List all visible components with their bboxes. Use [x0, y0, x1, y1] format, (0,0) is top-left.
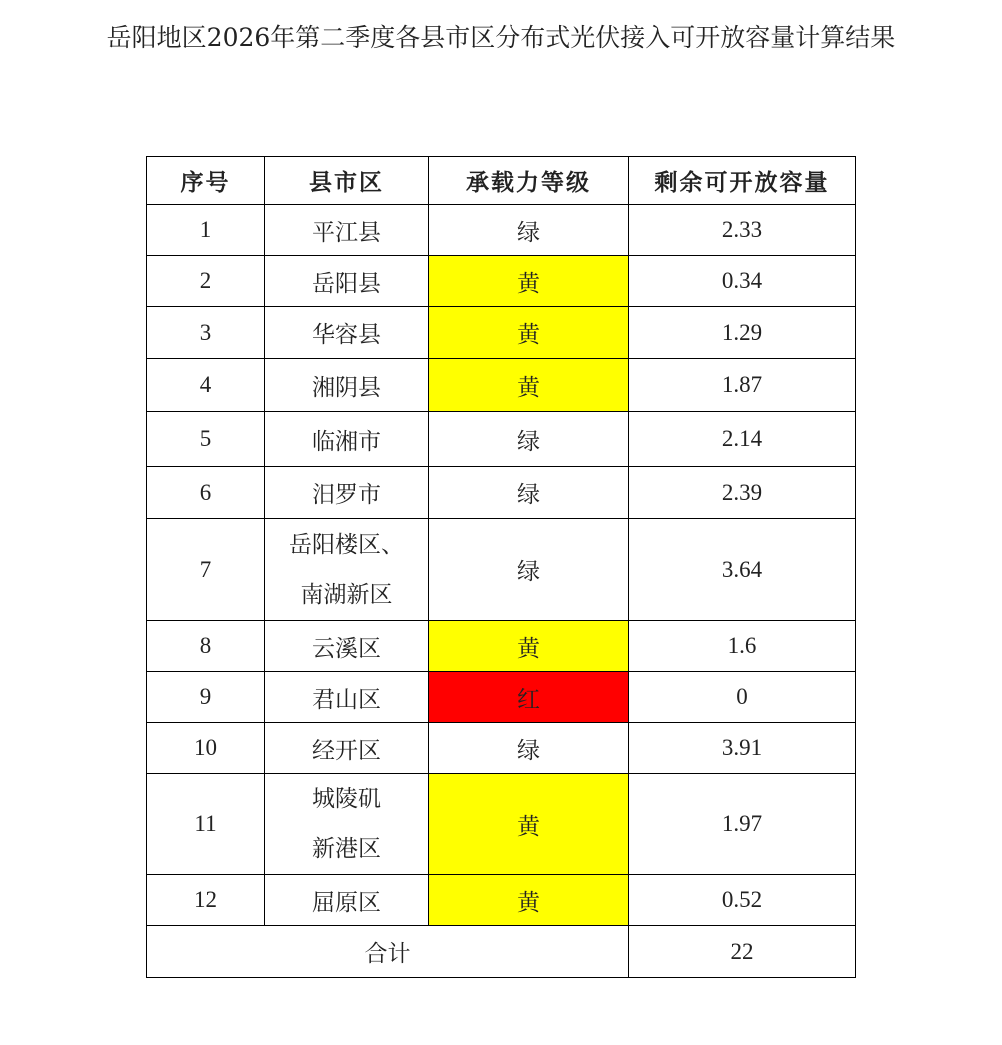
row-level: 黄	[429, 307, 629, 359]
row-region: 湘阴县	[265, 359, 429, 412]
header-capacity: 剩余可开放容量	[629, 157, 856, 205]
row-capacity: 2.39	[629, 467, 856, 519]
row-index: 5	[147, 412, 265, 467]
total-value: 22	[629, 926, 856, 978]
row-level: 红	[429, 672, 629, 723]
row-level: 绿	[429, 412, 629, 467]
row-capacity: 3.91	[629, 723, 856, 774]
row-index: 10	[147, 723, 265, 774]
row-capacity: 1.87	[629, 359, 856, 412]
row-index: 7	[147, 519, 265, 621]
row-region: 经开区	[265, 723, 429, 774]
table-row	[147, 256, 856, 307]
row-region: 城陵矶 新港区	[265, 774, 429, 875]
row-capacity: 0.52	[629, 875, 856, 926]
row-level: 黄	[429, 256, 629, 307]
table-row	[147, 307, 856, 359]
header-index: 序号	[147, 157, 265, 205]
row-region: 岳阳县	[265, 256, 429, 307]
row-capacity: 1.6	[629, 621, 856, 672]
total-label: 合计	[147, 926, 629, 978]
row-index: 8	[147, 621, 265, 672]
row-index: 3	[147, 307, 265, 359]
row-level: 黄	[429, 621, 629, 672]
row-region: 华容县	[265, 307, 429, 359]
row-region: 汨罗市	[265, 467, 429, 519]
table-header-row	[147, 157, 856, 205]
row-index: 2	[147, 256, 265, 307]
header-region: 县市区	[265, 157, 429, 205]
row-capacity: 1.29	[629, 307, 856, 359]
table-row	[147, 205, 856, 256]
table-body	[147, 205, 856, 926]
row-index: 4	[147, 359, 265, 412]
row-capacity: 0	[629, 672, 856, 723]
row-region: 平江县	[265, 205, 429, 256]
row-capacity: 3.64	[629, 519, 856, 621]
row-index: 9	[147, 672, 265, 723]
row-index: 11	[147, 774, 265, 875]
row-level: 黄	[429, 875, 629, 926]
table-row	[147, 412, 856, 467]
row-capacity: 0.34	[629, 256, 856, 307]
row-level: 绿	[429, 519, 629, 621]
row-level: 绿	[429, 723, 629, 774]
row-capacity: 2.14	[629, 412, 856, 467]
header-level: 承载力等级	[429, 157, 629, 205]
row-level: 绿	[429, 467, 629, 519]
row-index: 1	[147, 205, 265, 256]
total-row	[147, 926, 856, 978]
row-region: 临湘市	[265, 412, 429, 467]
table-row	[147, 359, 856, 412]
row-capacity: 2.33	[629, 205, 856, 256]
capacity-table	[146, 156, 856, 978]
row-region: 岳阳楼区、 南湖新区	[265, 519, 429, 621]
table-row	[147, 672, 856, 723]
row-region: 君山区	[265, 672, 429, 723]
table-row	[147, 467, 856, 519]
row-index: 6	[147, 467, 265, 519]
table-row	[147, 723, 856, 774]
row-region: 屈原区	[265, 875, 429, 926]
table-row	[147, 621, 856, 672]
row-capacity: 1.97	[629, 774, 856, 875]
row-level: 黄	[429, 359, 629, 412]
table-row	[147, 519, 856, 621]
row-region: 云溪区	[265, 621, 429, 672]
table-row	[147, 875, 856, 926]
row-level: 绿	[429, 205, 629, 256]
table-row	[147, 774, 856, 875]
page-title: 岳阳地区2026年第二季度各县市区分布式光伏接入可开放容量计算结果	[106, 23, 896, 52]
row-index: 12	[147, 875, 265, 926]
row-level: 黄	[429, 774, 629, 875]
